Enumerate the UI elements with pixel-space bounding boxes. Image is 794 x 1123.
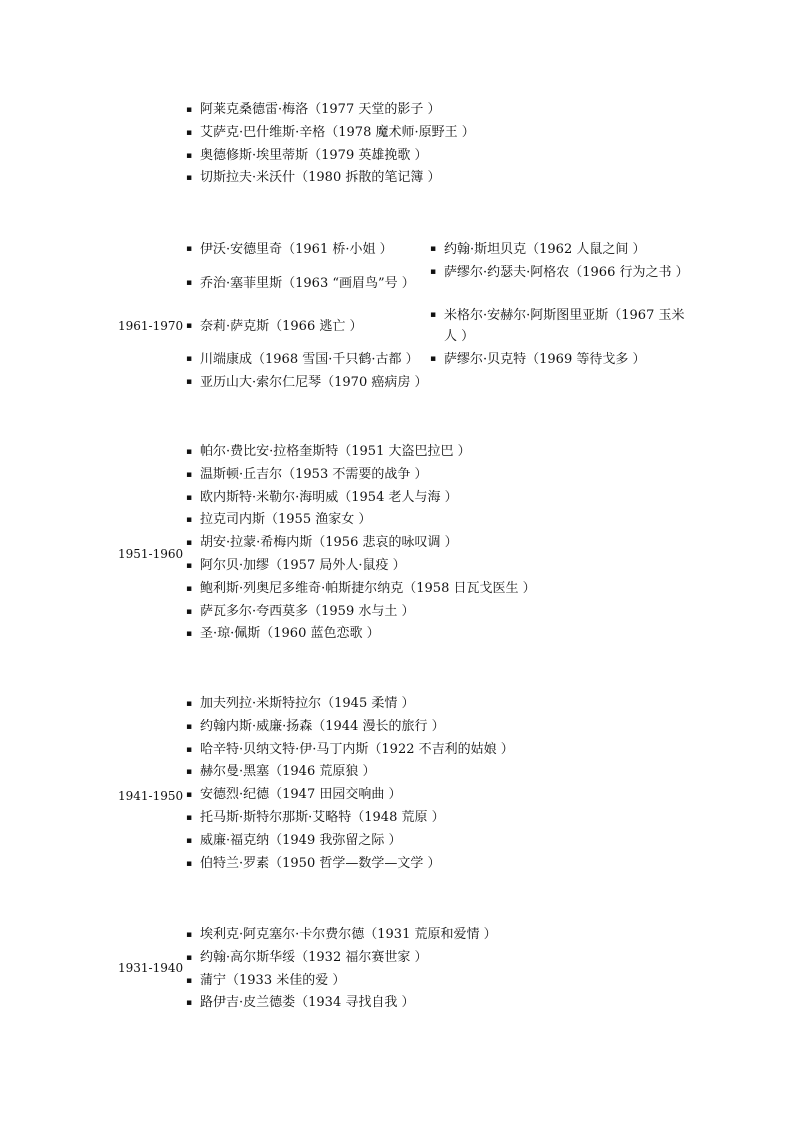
list-item: ▪ 米格尔·安赫尔·阿斯图里亚斯（1967 玉米人 ） — [430, 305, 694, 347]
list-item: ▪ 约翰·斯坦贝克（1962 人鼠之间 ） — [430, 239, 694, 260]
list-item: ▪ 圣·琼·佩斯（1960 蓝色恋歌 ） — [186, 623, 536, 646]
list-item: ▪ 切斯拉夫·米沃什（1980 拆散的笔记簿 ） — [186, 167, 475, 190]
list-item: ▪ 艾萨克·巴什维斯·辛格（1978 魔术师·原野王 ） — [186, 122, 475, 145]
list-item: ▪ 哈辛特·贝纳文特·伊·马丁内斯（1922 不吉利的姑娘 ） — [186, 739, 514, 762]
list-1931-1940 — [186, 924, 497, 1015]
list-1941-1950 — [186, 693, 514, 875]
list-item: ▪ 伯特兰·罗素（1950 哲学—数学—文学 ） — [186, 853, 514, 876]
decade-label-1951: 1951-1960 — [118, 547, 184, 561]
list-item: ▪ 路伊吉·皮兰德娄（1934 寻找自我 ） — [186, 992, 497, 1015]
list-item: ▪ 约翰·高尔斯华绥（1932 福尔赛世家 ） — [186, 947, 497, 970]
list-item: ▪ 阿尔贝·加缪（1957 局外人·鼠疫 ） — [186, 555, 536, 578]
list-item: ▪ 伊沃·安德里奇（1961 桥·小姐 ） — [186, 239, 393, 260]
decade-label-1961: 1961-1970 — [118, 319, 184, 333]
list-item: ▪ 萨瓦多尔·夸西莫多（1959 水与土 ） — [186, 601, 536, 624]
list-item: ▪ 威廉·福克纳（1949 我弥留之际 ） — [186, 830, 514, 853]
list-item: ▪ 拉克司内斯（1955 渔家女 ） — [186, 509, 536, 532]
decade-label-1931: 1931-1940 — [118, 961, 184, 975]
list-item: ▪ 亚历山大·索尔仁尼琴（1970 癌病房 ） — [186, 372, 427, 393]
list-item: ▪ 赫尔曼·黑塞（1946 荒原狼 ） — [186, 761, 514, 784]
list-item: ▪ 欧内斯特·米勒尔·海明威（1954 老人与海 ） — [186, 487, 536, 510]
list-item: ▪ 帕尔·费比安·拉格奎斯特（1951 大盗巴拉巴 ） — [186, 441, 536, 464]
list-item: ▪ 安德烈·纪德（1947 田园交响曲 ） — [186, 784, 514, 807]
list-top-block — [186, 99, 475, 190]
list-item: ▪ 萨缪尔·贝克特（1969 等待戈多 ） — [430, 349, 694, 370]
list-item: ▪ 温斯顿·丘吉尔（1953 不需要的战争 ） — [186, 464, 536, 487]
list-item: ▪ 蒲宁（1933 米佳的爱 ） — [186, 970, 497, 993]
list-item: ▪ 川端康成（1968 雪国·千只鹤·古都 ） — [186, 349, 419, 370]
list-item: ▪ 奈莉·萨克斯（1966 逃亡 ） — [186, 316, 362, 337]
list-item: ▪ 萨缪尔·约瑟夫·阿格农（1966 行为之书 ） — [430, 262, 694, 283]
list-item: ▪ 奥德修斯·埃里蒂斯（1979 英雄挽歌 ） — [186, 145, 475, 168]
list-item: ▪ 鲍利斯·列奥尼多维奇·帕斯捷尔纳克（1958 日瓦戈医生 ） — [186, 578, 536, 601]
list-item: ▪ 托马斯·斯特尔那斯·艾略特（1948 荒原 ） — [186, 807, 514, 830]
list-item: ▪ 加夫列拉·米斯特拉尔（1945 柔情 ） — [186, 693, 514, 716]
decade-label-1941: 1941-1950 — [118, 789, 184, 803]
list-item: ▪ 约翰内斯·威廉·扬森（1944 漫长的旅行 ） — [186, 716, 514, 739]
list-1951-1960 — [186, 441, 536, 646]
list-item: ▪ 乔治·塞菲里斯（1963 “画眉鸟”号 ） — [186, 273, 415, 294]
list-item: ▪ 阿莱克桑德雷·梅洛（1977 天堂的影子 ） — [186, 99, 475, 122]
list-item: ▪ 胡安·拉蒙·希梅内斯（1956 悲哀的咏叹调 ） — [186, 532, 536, 555]
list-item: ▪ 埃利克·阿克塞尔·卡尔费尔德（1931 荒原和爱情 ） — [186, 924, 497, 947]
